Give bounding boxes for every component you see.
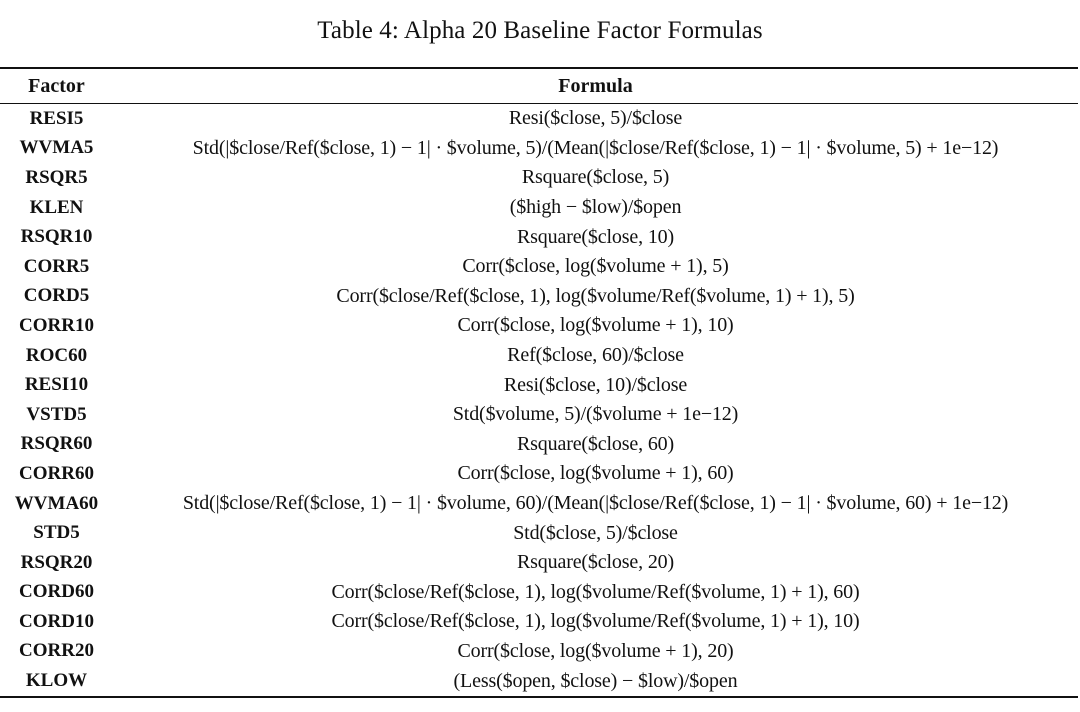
table-row — [0, 134, 1078, 164]
factor-cell: CORD5 — [23, 285, 90, 307]
factor-cell: RSQR20 — [20, 551, 93, 573]
factor-cell: WVMA60 — [14, 492, 99, 514]
factor-cell: RESI5 — [29, 107, 84, 129]
formula-cell: Rsquare($close, 20) — [516, 551, 675, 574]
formula-cell: Corr($close/Ref($close, 1), log($volume/Ref($volume, 1) + 1), 60) — [331, 580, 860, 603]
table-row — [0, 489, 1078, 519]
factor-table-container — [0, 67, 1078, 698]
table-row — [0, 163, 1078, 193]
table-row — [0, 518, 1078, 548]
formula-cell: Corr($close, log($volume + 1), 20) — [457, 639, 734, 662]
factor-cell: RSQR5 — [25, 166, 88, 188]
formula-cell: Resi($close, 10)/$close — [503, 373, 688, 396]
factor-cell: CORR60 — [19, 462, 94, 484]
formula-cell: Corr($close, log($volume + 1), 60) — [457, 462, 734, 485]
column-header-formula: Formula — [558, 74, 633, 97]
factor-cell: VSTD5 — [26, 403, 87, 425]
factor-cell: STD5 — [33, 522, 80, 544]
factor-cell: KLEN — [29, 196, 84, 218]
factor-cell: CORD60 — [19, 581, 94, 603]
factor-cell: RSQR10 — [20, 226, 93, 248]
table-row — [0, 430, 1078, 460]
factor-cell: CORR5 — [23, 255, 90, 277]
factor-cell: WVMA5 — [19, 137, 94, 159]
formula-cell: Rsquare($close, 5) — [521, 166, 670, 189]
formula-cell: ($high − $low)/$open — [509, 196, 682, 219]
table-row — [0, 637, 1078, 667]
formula-cell: Std(|$close/Ref($close, 1) − 1| · $volume, 60)/(Mean(|$close/Ref($close, 1) − 1| · $volume, 60) + 1e−12) — [182, 492, 1009, 515]
table-header — [0, 68, 1078, 104]
formula-cell: Std($volume, 5)/($volume + 1e−12) — [452, 403, 739, 426]
header-row — [0, 68, 1078, 104]
formula-cell: Rsquare($close, 60) — [516, 432, 675, 455]
formula-cell: Ref($close, 60)/$close — [507, 344, 684, 367]
formula-cell: Std($close, 5)/$close — [513, 521, 678, 544]
table-row — [0, 607, 1078, 637]
table-row — [0, 282, 1078, 312]
table-row — [0, 193, 1078, 223]
table-row — [0, 311, 1078, 341]
factor-cell: RESI10 — [24, 374, 89, 396]
table-row — [0, 370, 1078, 400]
table-row — [0, 222, 1078, 252]
table-body — [0, 104, 1078, 697]
factor-cell: CORR20 — [19, 640, 94, 662]
formula-cell: Corr($close, log($volume + 1), 5) — [462, 255, 729, 278]
table-row — [0, 252, 1078, 282]
table-caption: Table 4: Alpha 20 Baseline Factor Formulas — [317, 17, 763, 44]
table-row — [0, 666, 1078, 697]
factor-cell: CORD10 — [19, 610, 94, 632]
factor-cell: KLOW — [25, 670, 88, 692]
formula-cell: Std(|$close/Ref($close, 1) − 1| · $volume, 5)/(Mean(|$close/Ref($close, 1) − 1| · $volume, 5) + 1e−12) — [192, 136, 999, 159]
column-header-factor: Factor — [28, 74, 85, 97]
table-row — [0, 459, 1078, 489]
table-row — [0, 104, 1078, 134]
formula-cell: Corr($close/Ref($close, 1), log($volume/Ref($volume, 1) + 1), 10) — [331, 610, 860, 633]
table-row — [0, 400, 1078, 430]
table-row — [0, 578, 1078, 608]
formula-cell: Resi($close, 5)/$close — [508, 107, 683, 130]
table-row — [0, 548, 1078, 578]
formula-cell: Rsquare($close, 10) — [516, 225, 675, 248]
factor-formula-table — [0, 67, 1078, 698]
formula-cell: Corr($close/Ref($close, 1), log($volume/Ref($volume, 1) + 1), 5) — [336, 284, 855, 307]
factor-cell: RSQR60 — [20, 433, 93, 455]
factor-cell: ROC60 — [25, 344, 88, 366]
table-row — [0, 341, 1078, 371]
formula-cell: (Less($open, $close) − $low)/$open — [453, 669, 738, 692]
formula-cell: Corr($close, log($volume + 1), 10) — [457, 314, 734, 337]
factor-cell: CORR10 — [19, 314, 94, 336]
